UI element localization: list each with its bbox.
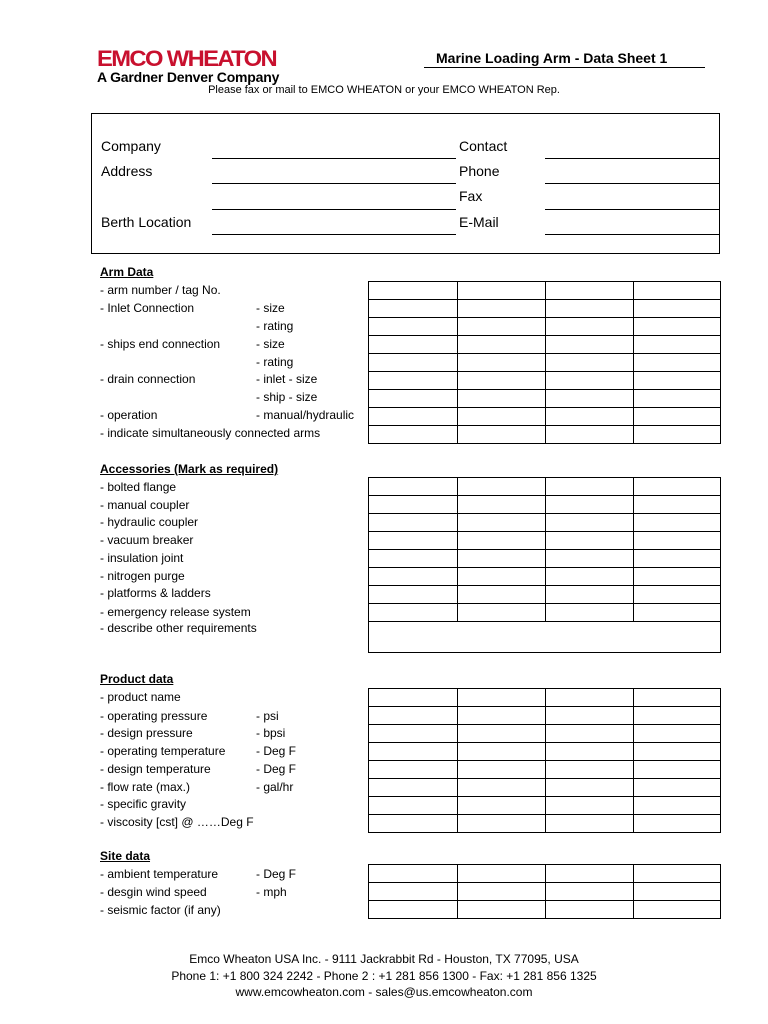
arm-data-grid xyxy=(368,281,721,444)
grid-cell[interactable] xyxy=(369,496,458,514)
grid-cell[interactable] xyxy=(458,743,546,761)
grid-cell[interactable] xyxy=(458,761,546,779)
arm-row-label: - Inlet Connection xyxy=(100,301,195,315)
grid-cell[interactable] xyxy=(369,478,458,496)
grid-cell[interactable] xyxy=(546,689,634,707)
grid-cell[interactable] xyxy=(458,865,546,883)
grid-cell[interactable] xyxy=(546,550,634,568)
grid-cell[interactable] xyxy=(369,318,458,336)
grid-cell[interactable] xyxy=(546,354,634,372)
grid-cell[interactable] xyxy=(546,604,634,622)
address-label: Address xyxy=(101,163,153,179)
grid-cell[interactable] xyxy=(369,568,458,586)
grid-cell[interactable] xyxy=(546,532,634,550)
grid-cell[interactable] xyxy=(458,532,546,550)
arm-row-label: - indicate simultaneously connected arms xyxy=(100,426,321,440)
product-row-unit: - gal/hr xyxy=(256,780,294,794)
product-row-label: - viscosity [cst] @ ……Deg F xyxy=(100,815,254,829)
title-underline xyxy=(424,67,705,68)
grid-cell[interactable] xyxy=(458,604,546,622)
fax-label: Fax xyxy=(459,188,483,204)
grid-cell[interactable] xyxy=(458,797,546,815)
grid-cell[interactable] xyxy=(458,496,546,514)
grid-cell[interactable] xyxy=(369,883,458,901)
site-row-unit: - mph xyxy=(256,885,287,899)
grid-cell[interactable] xyxy=(458,478,546,496)
arm-row-unit: - ship - size xyxy=(256,390,318,404)
product-row-label: - product name xyxy=(100,690,181,704)
product-row-label: - operating pressure xyxy=(100,709,208,723)
grid-cell[interactable] xyxy=(634,586,721,604)
arm-row-unit: - rating xyxy=(256,319,294,333)
accessories-title: Accessories (Mark as required) xyxy=(100,462,279,476)
grid-cell[interactable] xyxy=(458,568,546,586)
arm-row-label: - operation xyxy=(100,408,158,422)
site-data-title: Site data xyxy=(100,849,151,863)
arm-row-unit: - size xyxy=(256,301,285,315)
grid-cell[interactable] xyxy=(458,514,546,532)
grid-cell[interactable] xyxy=(369,586,458,604)
footer-address: Emco Wheaton USA Inc. - 9111 Jackrabbit Rd - Houston, TX 77095, USA xyxy=(189,952,579,966)
grid-cell[interactable] xyxy=(546,408,634,426)
grid-cell[interactable] xyxy=(546,707,634,725)
grid-cell[interactable] xyxy=(546,883,634,901)
logo-wordmark: EMCO WHEATON xyxy=(97,46,276,71)
grid-cell[interactable] xyxy=(458,815,546,833)
footer-web: www.emcowheaton.com - sales@us.emcowheaton.com xyxy=(235,985,533,999)
grid-cell[interactable] xyxy=(634,390,721,408)
product-data-title: Product data xyxy=(100,672,174,686)
product-row-unit: - Deg F xyxy=(256,744,297,758)
footer-phone: Phone 1: +1 800 324 2242 - Phone 2 : +1 281 856 1300 - Fax: +1 281 856 1325 xyxy=(171,969,597,983)
grid-cell[interactable] xyxy=(546,318,634,336)
grid-cell[interactable] xyxy=(546,865,634,883)
grid-cell[interactable] xyxy=(634,496,721,514)
grid-cell[interactable] xyxy=(369,761,458,779)
grid-cell[interactable] xyxy=(546,282,634,300)
grid-cell[interactable] xyxy=(546,815,634,833)
grid-cell[interactable] xyxy=(634,336,721,354)
email-label: E-Mail xyxy=(459,214,499,230)
product-row-unit: - bpsi xyxy=(256,726,286,740)
logo-subtitle: A Gardner Denver Company xyxy=(97,69,280,85)
grid-cell[interactable] xyxy=(369,300,458,318)
berth-location-label: Berth Location xyxy=(101,214,192,230)
grid-cell[interactable] xyxy=(634,815,721,833)
grid-cell[interactable] xyxy=(546,725,634,743)
grid-cell[interactable] xyxy=(369,426,458,444)
grid-cell[interactable] xyxy=(458,354,546,372)
accessory-label: - nitrogen purge xyxy=(100,569,185,583)
grid-cell[interactable] xyxy=(369,532,458,550)
grid-cell[interactable] xyxy=(546,586,634,604)
accessory-label: - vacuum breaker xyxy=(100,533,194,547)
arm-row-unit: - size xyxy=(256,337,285,351)
grid-cell[interactable] xyxy=(546,514,634,532)
contact-field[interactable] xyxy=(545,158,720,159)
fax-field[interactable] xyxy=(545,209,720,210)
grid-cell[interactable] xyxy=(634,478,721,496)
grid-cell[interactable] xyxy=(458,408,546,426)
product-row-unit: - Deg F xyxy=(256,762,297,776)
product-data-grid xyxy=(368,688,721,833)
grid-cell[interactable] xyxy=(458,282,546,300)
site-row-unit: - Deg F xyxy=(256,867,297,881)
site-data-grid xyxy=(368,864,721,919)
grid-cell[interactable] xyxy=(458,725,546,743)
grid-cell[interactable] xyxy=(546,372,634,390)
grid-cell[interactable] xyxy=(546,426,634,444)
grid-cell[interactable] xyxy=(634,568,721,586)
product-row-label: - operating temperature xyxy=(100,744,226,758)
grid-cell[interactable] xyxy=(369,550,458,568)
grid-cell[interactable] xyxy=(634,689,721,707)
page-title: Marine Loading Arm - Data Sheet 1 xyxy=(436,50,668,66)
arm-row-label: - arm number / tag No. xyxy=(100,283,221,297)
email-field[interactable] xyxy=(545,234,720,235)
site-row-label: - ambient temperature xyxy=(100,867,219,881)
grid-cell[interactable] xyxy=(546,336,634,354)
grid-cell[interactable] xyxy=(634,901,721,919)
grid-cell[interactable] xyxy=(546,743,634,761)
arm-row-label: - drain connection xyxy=(100,372,196,386)
grid-cell[interactable] xyxy=(546,779,634,797)
other-requirements-field[interactable] xyxy=(369,622,721,653)
grid-cell[interactable] xyxy=(546,901,634,919)
site-row-label: - desgin wind speed xyxy=(100,885,207,899)
grid-cell[interactable] xyxy=(458,586,546,604)
grid-cell[interactable] xyxy=(546,390,634,408)
grid-cell[interactable] xyxy=(634,761,721,779)
grid-cell[interactable] xyxy=(634,550,721,568)
arm-row-label: - ships end connection xyxy=(100,337,221,351)
grid-cell[interactable] xyxy=(369,779,458,797)
accessory-label: - manual coupler xyxy=(100,498,190,512)
product-row-unit: - psi xyxy=(256,709,279,723)
grid-cell[interactable] xyxy=(634,318,721,336)
grid-cell[interactable] xyxy=(634,408,721,426)
grid-cell[interactable] xyxy=(369,336,458,354)
product-row-label: - design temperature xyxy=(100,762,211,776)
arm-row-unit: - inlet - size xyxy=(256,372,318,386)
grid-cell[interactable] xyxy=(634,604,721,622)
address-field-line2[interactable] xyxy=(212,209,456,210)
grid-cell[interactable] xyxy=(458,901,546,919)
accessory-label: - platforms & ladders xyxy=(100,586,211,600)
grid-cell[interactable] xyxy=(369,797,458,815)
berth-location-field[interactable] xyxy=(212,234,456,235)
company-logo xyxy=(97,46,405,85)
grid-cell[interactable] xyxy=(369,604,458,622)
grid-cell[interactable] xyxy=(458,390,546,408)
grid-cell[interactable] xyxy=(634,532,721,550)
grid-cell[interactable] xyxy=(369,689,458,707)
grid-cell[interactable] xyxy=(546,797,634,815)
grid-cell[interactable] xyxy=(634,354,721,372)
product-row-label: - design pressure xyxy=(100,726,193,740)
phone-label: Phone xyxy=(459,163,500,179)
grid-cell[interactable] xyxy=(458,689,546,707)
grid-cell[interactable] xyxy=(634,797,721,815)
grid-cell[interactable] xyxy=(634,300,721,318)
company-field[interactable] xyxy=(212,158,456,159)
accessory-label: - emergency release system xyxy=(100,605,251,619)
company-label: Company xyxy=(101,138,161,154)
product-row-label: - specific gravity xyxy=(100,797,187,811)
grid-cell[interactable] xyxy=(634,282,721,300)
grid-cell[interactable] xyxy=(458,426,546,444)
grid-cell[interactable] xyxy=(369,707,458,725)
grid-cell[interactable] xyxy=(369,390,458,408)
grid-cell[interactable] xyxy=(369,743,458,761)
accessory-label: - bolted flange xyxy=(100,480,177,494)
site-row-label: - seismic factor (if any) xyxy=(100,903,221,917)
grid-cell[interactable] xyxy=(634,514,721,532)
grid-cell[interactable] xyxy=(369,354,458,372)
product-row-label: - flow rate (max.) xyxy=(100,780,191,794)
grid-cell[interactable] xyxy=(458,883,546,901)
contact-label: Contact xyxy=(459,138,508,154)
grid-cell[interactable] xyxy=(458,779,546,797)
accessory-label: - insulation joint xyxy=(100,551,184,565)
grid-cell[interactable] xyxy=(546,761,634,779)
grid-cell[interactable] xyxy=(458,318,546,336)
accessories-grid xyxy=(368,477,721,653)
grid-cell[interactable] xyxy=(546,496,634,514)
grid-cell[interactable] xyxy=(634,426,721,444)
address-field[interactable] xyxy=(212,183,456,184)
grid-cell[interactable] xyxy=(369,372,458,390)
grid-cell[interactable] xyxy=(458,372,546,390)
accessory-label: - hydraulic coupler xyxy=(100,515,199,529)
grid-cell[interactable] xyxy=(634,743,721,761)
grid-cell[interactable] xyxy=(546,478,634,496)
fax-note: Please fax or mail to EMCO WHEATON or your EMCO WHEATON Rep. xyxy=(208,84,560,96)
arm-row-unit: - manual/hydraulic xyxy=(256,408,355,422)
grid-cell[interactable] xyxy=(369,408,458,426)
grid-cell[interactable] xyxy=(369,815,458,833)
arm-row-unit: - rating xyxy=(256,355,294,369)
grid-cell[interactable] xyxy=(458,300,546,318)
grid-cell[interactable] xyxy=(369,865,458,883)
grid-cell[interactable] xyxy=(634,725,721,743)
grid-cell[interactable] xyxy=(634,865,721,883)
arm-data-title: Arm Data xyxy=(100,265,154,279)
grid-cell[interactable] xyxy=(546,300,634,318)
grid-cell[interactable] xyxy=(634,372,721,390)
grid-cell[interactable] xyxy=(369,282,458,300)
grid-cell[interactable] xyxy=(369,901,458,919)
phone-field[interactable] xyxy=(545,183,720,184)
accessory-label: - describe other requirements xyxy=(100,621,257,635)
grid-cell[interactable] xyxy=(458,336,546,354)
grid-cell[interactable] xyxy=(369,514,458,532)
grid-cell[interactable] xyxy=(546,568,634,586)
grid-cell[interactable] xyxy=(634,707,721,725)
grid-cell[interactable] xyxy=(458,550,546,568)
grid-cell[interactable] xyxy=(634,883,721,901)
grid-cell[interactable] xyxy=(458,707,546,725)
grid-cell[interactable] xyxy=(369,725,458,743)
grid-cell[interactable] xyxy=(634,779,721,797)
